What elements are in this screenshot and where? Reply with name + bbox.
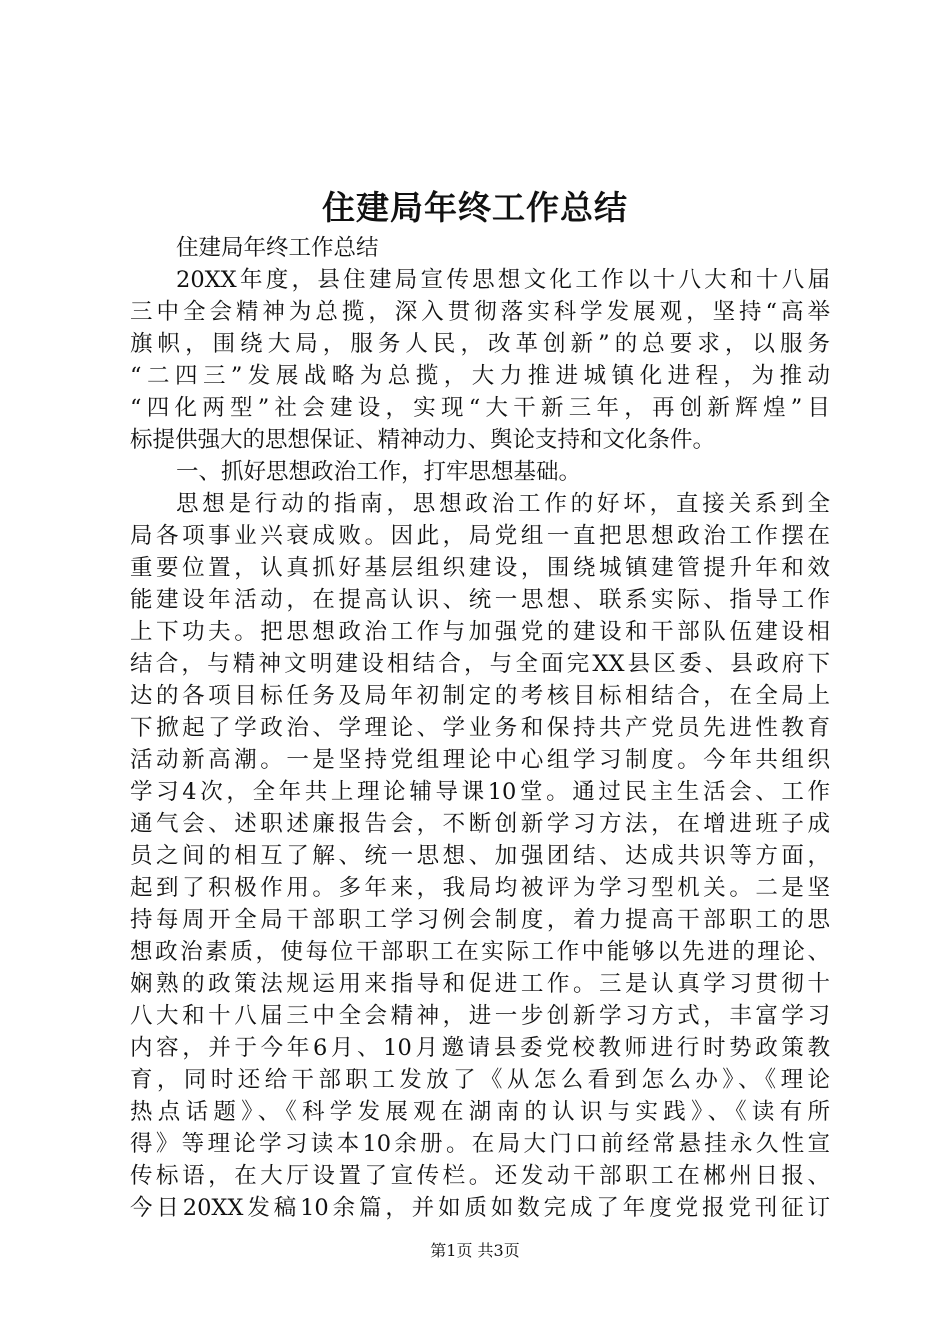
text-line: 思想是行动的指南，思想政治工作的好坏，直接关系到全	[176, 491, 830, 517]
text-line: 传标语，在大厅设置了宣传栏。还发动干部职工在郴州日报、	[130, 1163, 830, 1189]
text-line: 得》等理论学习读本10余册。在局大门口前经常悬挂永久性宣	[130, 1131, 830, 1157]
text-line: 学习4次，全年共上理论辅导课10堂。通过民主生活会、工作	[130, 779, 830, 805]
text-line: 热点话题》、《科学发展观在湖南的认识与实践》、《读有所	[130, 1099, 830, 1125]
text-line: 局各项事业兴衰成败。因此，局党组一直把思想政治工作摆在	[130, 523, 830, 549]
text-line: 员之间的相互了解、统一思想、加强团结、达成共识等方面，	[130, 843, 830, 869]
text-line: 下掀起了学政治、学理论、学业务和保持共产党员先进性教育	[130, 715, 830, 741]
page-footer: 第1页 共3页	[430, 1241, 520, 1260]
text-line: 上下功夫。把思想政治工作与加强党的建设和干部队伍建设相	[130, 619, 830, 645]
text-line: 标提供强大的思想保证、精神动力、舆论支持和文化条件。	[130, 427, 716, 453]
text-line: 结合，与精神文明建设相结合，与全面完XX县区委、县政府下	[130, 651, 830, 677]
subtitle-line: 住建局年终工作总结	[176, 235, 379, 261]
text-line: 今日20XX发稿10余篇，并如质如数完成了年度党报党刊征订	[130, 1195, 830, 1221]
text-line: 旗帜，围绕大局，服务人民，改革创新”的总要求，以服务	[130, 331, 830, 357]
text-line: 娴熟的政策法规运用来指导和促进工作。三是认真学习贯彻十	[130, 971, 830, 997]
section-heading: 一、抓好思想政治工作，打牢思想基础。	[176, 459, 582, 485]
text-line: 八大和十八届三中全会精神，进一步创新学习方式，丰富学习	[130, 1003, 830, 1029]
text-line: 育，同时还给干部职工发放了《从怎么看到怎么办》、《理论	[130, 1067, 830, 1093]
document-body	[130, 232, 830, 1224]
document-title: 住建局年终工作总结	[322, 188, 628, 227]
text-line: 能建设年活动，在提高认识、统一思想、联系实际、指导工作	[130, 587, 830, 613]
text-line: 内容，并于今年6月、10月邀请县委党校教师进行时势政策教	[130, 1035, 830, 1061]
text-line: 三中全会精神为总揽，深入贯彻落实科学发展观，坚持“高举	[130, 299, 830, 325]
text-line: 通气会、述职述廉报告会，不断创新学习方法，在增进班子成	[130, 811, 830, 837]
text-line: “二四三”发展战略为总揽，大力推进城镇化进程，为推动	[130, 363, 830, 389]
text-line: “四化两型”社会建设，实现“大干新三年，再创新辉煌”目	[130, 395, 830, 421]
text-line: 起到了积极作用。多年来，我局均被评为学习型机关。二是坚	[130, 875, 830, 901]
text-line: 持每周开全局干部职工学习例会制度，着力提高干部职工的思	[130, 907, 830, 933]
text-line: 想政治素质，使每位干部职工在实际工作中能够以先进的理论、	[130, 939, 830, 965]
text-line: 20XX年度，县住建局宣传思想文化工作以十八大和十八届	[176, 267, 830, 293]
text-line: 重要位置，认真抓好基层组织建设，围绕城镇建管提升年和效	[130, 555, 830, 581]
text-line: 达的各项目标任务及局年初制定的考核目标相结合，在全局上	[130, 683, 830, 709]
text-line: 活动新高潮。一是坚持党组理论中心组学习制度。今年共组织	[130, 747, 830, 773]
